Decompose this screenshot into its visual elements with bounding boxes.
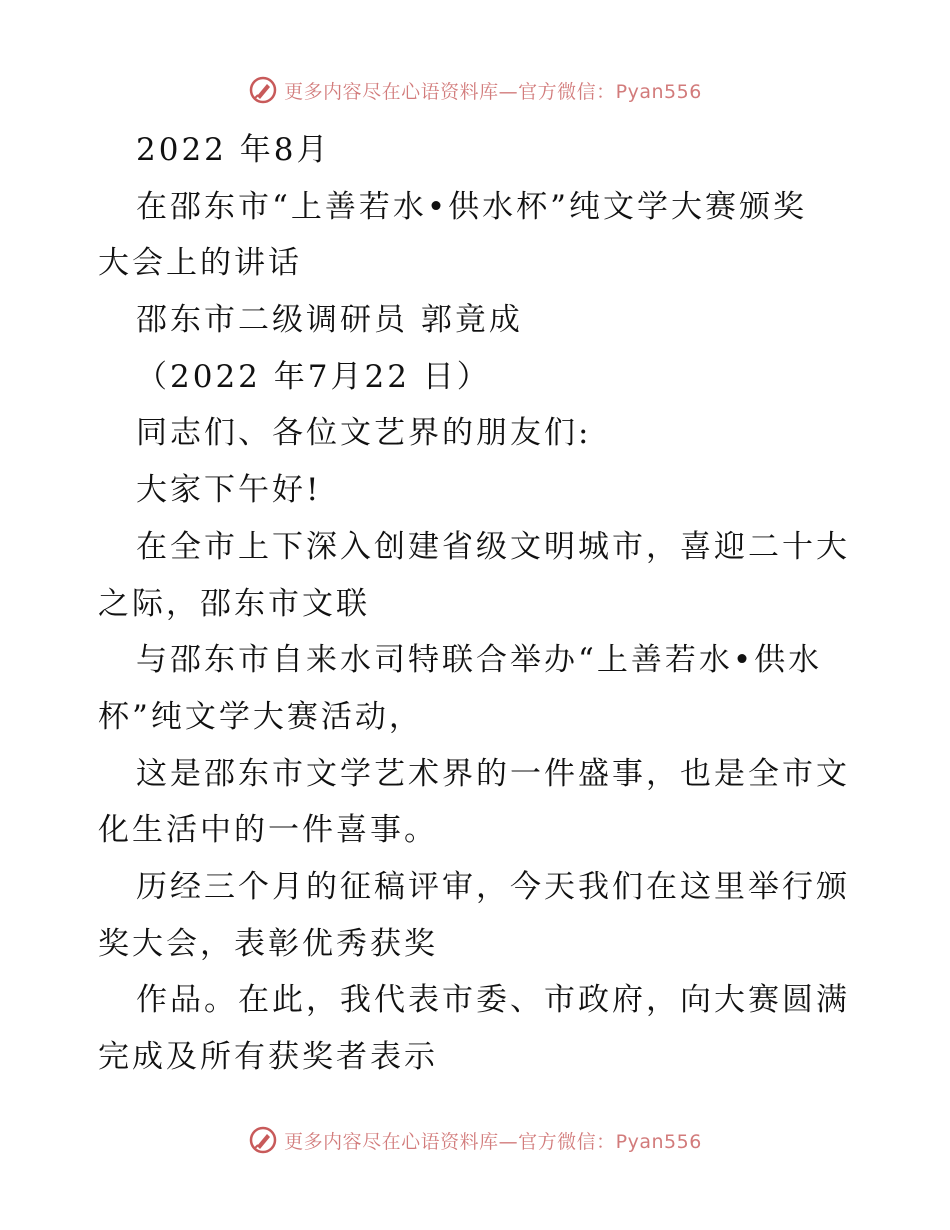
text-line: 邵东市二级调研员 郭竟成 (136, 302, 523, 339)
watermark-text: 更多内容尽在心语资料库—官方微信：Pyan556 (284, 80, 702, 103)
text-line: 2022 年8月 (136, 132, 331, 168)
watermark-text: 更多内容尽在心语资料库—官方微信：Pyan556 (284, 1130, 702, 1153)
text-line: 杯”纯文学大赛活动， (98, 698, 423, 735)
text-line: 作品。在此，我代表市委、市政府，向大赛圆满 (136, 982, 850, 1019)
footer-watermark (0, 1120, 950, 1160)
text-line: 同志们、各位文艺界的朋友们: (136, 415, 592, 452)
text-line: 这是邵东市文学艺术界的一件盛事，也是全市文 (136, 755, 850, 792)
text-line: 在全市上下深入创建省级文明城市，喜迎二十大 (136, 528, 850, 565)
text-line: 化生活中的一件喜事。 (98, 812, 438, 849)
header-watermark (0, 70, 950, 110)
document-body (98, 122, 858, 1086)
text-line: 完成及所有获奖者表示 (98, 1039, 438, 1075)
text-line: 之际，邵东市文联 (98, 585, 370, 622)
text-line: 大家下午好! (136, 472, 322, 509)
text-line: （2022 年7月22 日） (136, 358, 491, 395)
text-line: 历经三个月的征稿评审，今天我们在这里举行颁 (136, 868, 850, 905)
text-line: 大会上的讲话 (98, 245, 302, 282)
pen-seal-icon (248, 1125, 278, 1155)
text-line: 在邵东市“上善若水•供水杯”纯文学大赛颁奖 (136, 188, 807, 225)
pen-seal-icon (248, 75, 278, 105)
text-line: 与邵东市自来水司特联合举办“上善若水•供水 (136, 642, 823, 679)
text-line: 奖大会，表彰优秀获奖 (98, 925, 438, 962)
